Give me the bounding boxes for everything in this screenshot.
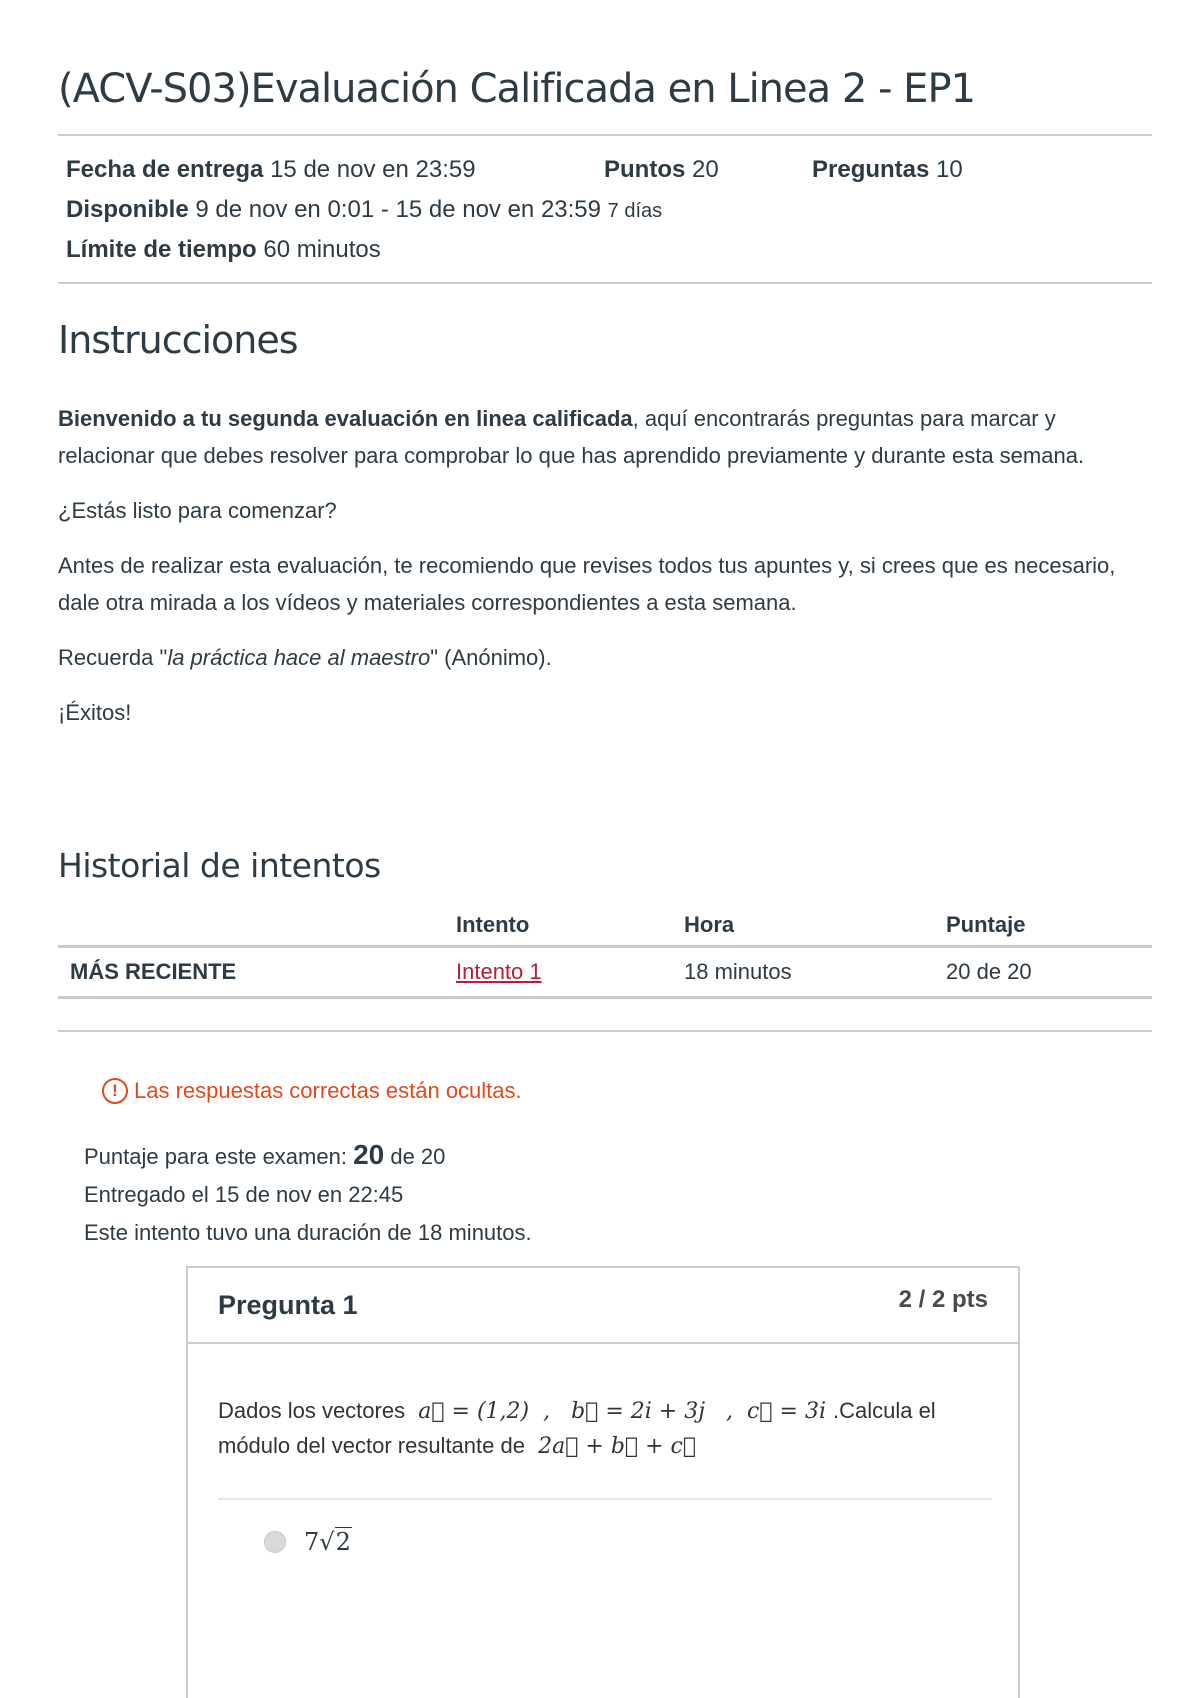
instructions-heading: Instrucciones — [58, 318, 298, 362]
quiz-title: (ACV-S03)Evaluación Calificada en Linea 2 - EP1 — [58, 66, 976, 112]
meta-row-2 — [66, 190, 662, 230]
attempt-time: 18 minutos — [684, 947, 946, 998]
exclamation-circle-icon: ! — [102, 1078, 128, 1104]
question-separator — [218, 1498, 992, 1500]
attempt-summary — [84, 1136, 532, 1252]
instructions-paragraph — [58, 639, 1152, 676]
available-label: Disponible — [66, 196, 189, 223]
answer-radicand: 2 — [335, 1528, 351, 1556]
answer-text: 7√2 — [304, 1528, 351, 1556]
quote-text: la práctica hace al maestro — [167, 645, 431, 670]
time-limit-value: 60 minutos — [263, 236, 381, 263]
column-header: Hora — [684, 905, 946, 947]
question-text-pre: Dados los vectores — [218, 1398, 406, 1423]
title-divider — [58, 134, 1152, 136]
vector-a-formula: a⃗ = (1,2) , b⃗ = 2i + 3j , c⃗ = 3i — [411, 1399, 833, 1424]
question-title: Pregunta 1 — [218, 1290, 358, 1320]
submitted-date: Entregado el 15 de nov en 22:45 — [84, 1182, 404, 1207]
score-label: Puntaje para este examen: — [84, 1144, 354, 1169]
due-value: 15 de nov en 23:59 — [270, 156, 476, 183]
questions-label: Preguntas — [812, 156, 930, 183]
question-card — [186, 1266, 1020, 1698]
time-limit-label: Límite de tiempo — [66, 236, 257, 263]
points-label: Puntos — [604, 156, 686, 183]
exam-score — [84, 1136, 532, 1176]
history-divider — [58, 1030, 1152, 1032]
quote-pre: Recuerda " — [58, 645, 168, 670]
quiz-meta — [66, 150, 963, 270]
attempt-cell — [456, 947, 684, 998]
available-days: 7 días — [607, 200, 663, 222]
question-text — [218, 1394, 998, 1464]
column-header: Intento — [456, 905, 684, 947]
questions-value: 10 — [936, 156, 963, 183]
attempt-score: 20 de 20 — [946, 947, 1152, 998]
due-label: Fecha de entrega — [66, 156, 264, 183]
instructions-paragraph: ¿Estás listo para comenzar? — [58, 498, 337, 523]
instructions-paragraph: Antes de realizar esta evaluación, te recomiendo que revises todos tus apuntes y, si crees que es necesario, dale otra mirada a los vídeos y materiales correspondientes a esta semana. — [58, 553, 1116, 615]
quote-post: " (Anónimo). — [430, 645, 552, 670]
attempt-label: MÁS RECIENTE — [58, 947, 456, 998]
hidden-answers-notice — [102, 1078, 522, 1104]
attempt-duration: Este intento tuvo una duración de 18 minutos. — [84, 1220, 532, 1245]
meta-row-1 — [66, 150, 963, 190]
instructions-paragraph: ¡Éxitos! — [58, 700, 132, 725]
attempt-history-table — [58, 905, 1152, 999]
instructions-paragraph — [58, 400, 1152, 474]
meta-divider — [58, 282, 1152, 284]
attempt-1-link[interactable]: Intento 1 — [456, 959, 542, 984]
resultant-formula: 2a⃗ + b⃗ + c⃗ — [531, 1434, 697, 1459]
points-value: 20 — [692, 156, 719, 183]
radio-button-icon[interactable] — [264, 1531, 286, 1553]
answer-coefficient: 7 — [304, 1528, 320, 1556]
table-row — [58, 947, 1152, 998]
instructions-body — [58, 400, 1152, 749]
welcome-bold: Bienvenido a tu segunda evaluación en linea calificada — [58, 406, 633, 431]
question-points: 2 / 2 pts — [898, 1286, 988, 1313]
column-header — [58, 905, 456, 947]
table-header-row — [58, 905, 1152, 947]
question-header — [188, 1268, 1018, 1344]
column-header: Puntaje — [946, 905, 1152, 947]
questions-meta — [812, 150, 963, 190]
score-value: 20 — [353, 1139, 385, 1170]
history-heading: Historial de intentos — [58, 846, 381, 885]
points-meta — [604, 150, 719, 190]
notice-text: Las respuestas correctas están ocultas. — [134, 1078, 522, 1103]
question-text-mid: .Calcula el módulo del vector resultante de — [218, 1398, 936, 1458]
available-value: 9 de nov en 0:01 - 15 de nov en 23:59 — [195, 196, 601, 223]
meta-row-3 — [66, 230, 662, 270]
welcome-rest: , aquí encontrarás preguntas para marcar y relacionar que debes resolver para comprobar lo que has aprendido previamente y durante esta semana. — [58, 406, 1085, 468]
answer-option[interactable] — [264, 1528, 352, 1556]
score-total: de 20 — [384, 1144, 446, 1169]
